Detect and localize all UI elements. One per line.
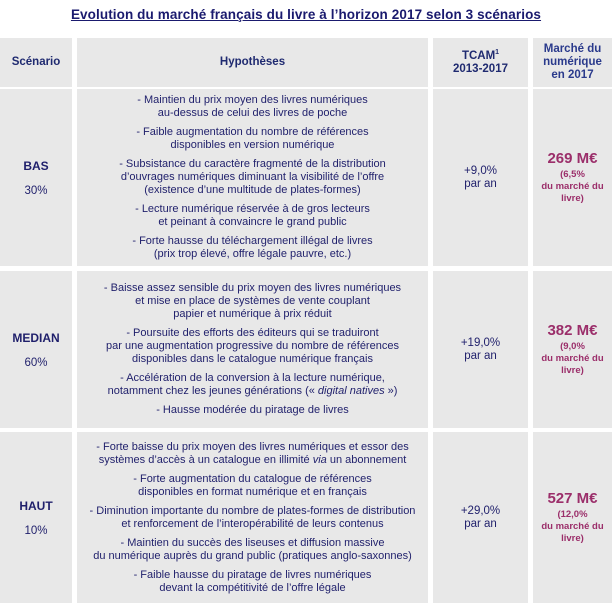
italic-term: digital natives bbox=[317, 385, 385, 397]
italic-term: via bbox=[312, 453, 327, 466]
hypothesis-item: - Subsistance du caractère fragmenté de la distribution d’ouvrages numériques diminuant la visibilité de l’offre (existence d’une multitude de plates-formes) bbox=[119, 158, 386, 196]
market-share-label: du marché du bbox=[541, 353, 604, 364]
hypothesis-item: - Maintien du prix moyen des livres numériques au-dessus de celui des livres de poche bbox=[137, 94, 368, 119]
market-value: 527 M€ bbox=[547, 490, 598, 507]
scenario-cell-bas bbox=[0, 89, 72, 266]
hypothesis-item: - Forte hausse du téléchargement illégal de livres (prix trop élevé, offre légale pauvre, etc.) bbox=[132, 235, 373, 260]
market-value: 269 M€ bbox=[547, 150, 598, 167]
hypothesis-item: - Forte augmentation du catalogue de références disponibles en format numérique et en français bbox=[133, 472, 372, 498]
market-share-label: livre) bbox=[561, 365, 584, 376]
hypothesis-item: - Forte baisse du prix moyen des livres numériques et essor des systèmes d’accès à un catalogue en illimité via un abonnement bbox=[96, 440, 409, 466]
market-share: (12,0% bbox=[557, 509, 588, 520]
header-market-line1: Marché du bbox=[543, 43, 602, 55]
header-tcam-period: 2013-2017 bbox=[453, 62, 508, 75]
scenario-name: MEDIAN bbox=[12, 330, 60, 345]
scenario-probability: 10% bbox=[24, 524, 48, 537]
footnote-marker: 1 bbox=[495, 48, 500, 56]
market-cell-bas bbox=[533, 89, 612, 266]
market-share-label: livre) bbox=[561, 193, 584, 204]
market-cell-haut bbox=[533, 432, 612, 603]
tcam-unit: par an bbox=[464, 517, 497, 530]
tcam-cell-median bbox=[433, 271, 528, 428]
market-share-label: livre) bbox=[561, 533, 584, 544]
scenario-name: BAS bbox=[23, 158, 49, 173]
tcam-unit: par an bbox=[464, 177, 497, 190]
header-scenario-label: Scénario bbox=[11, 56, 61, 68]
scenario-cell-haut bbox=[0, 432, 72, 603]
tcam-cell-haut bbox=[433, 432, 528, 603]
market-share: (6,5% bbox=[560, 169, 585, 180]
header-scenario bbox=[0, 38, 72, 87]
header-market-line2: numérique bbox=[543, 56, 602, 68]
hypothesis-item: - Maintien du succès des liseuses et diffusion massive du numérique auprès du grand public (pratiques anglo-saxonnes) bbox=[93, 536, 412, 562]
scenario-name: HAUT bbox=[19, 498, 53, 513]
header-market bbox=[533, 38, 612, 87]
tcam-value: +29,0% bbox=[460, 504, 501, 517]
hypothesis-item: - Lecture numérique réservée à de gros lecteurs et peinant à convaincre le grand public bbox=[135, 203, 370, 228]
hypothesis-item: - Hausse modérée du piratage de livres bbox=[156, 404, 349, 416]
tcam-value: +9,0% bbox=[464, 164, 497, 177]
market-share-label: du marché du bbox=[541, 181, 604, 192]
hypothesis-item: - Faible augmentation du nombre de références disponibles en version numérique bbox=[136, 126, 369, 151]
market-value: 382 M€ bbox=[547, 322, 598, 339]
page-title: Evolution du marché français du livre à l’horizon 2017 selon 3 scénarios bbox=[70, 7, 542, 22]
hypotheses-cell-bas bbox=[77, 89, 428, 266]
market-cell-median bbox=[533, 271, 612, 428]
hypothesis-item: - Diminution importante du nombre de plates-formes de distribution et renforcement de l’interopérabilité de leurs contenus bbox=[89, 504, 416, 530]
market-share-label: du marché du bbox=[541, 521, 604, 532]
header-tcam-label: TCAM bbox=[461, 49, 496, 62]
hypotheses-cell-haut bbox=[77, 432, 428, 603]
scenario-probability: 30% bbox=[24, 184, 48, 197]
hypotheses-cell-median bbox=[77, 271, 428, 428]
tcam-cell-bas bbox=[433, 89, 528, 266]
header-tcam bbox=[433, 38, 528, 87]
header-market-line3: en 2017 bbox=[551, 69, 594, 81]
scenario-cell-median bbox=[0, 271, 72, 428]
market-share: (9,0% bbox=[560, 341, 585, 352]
header-hypotheses-label: Hypothèses bbox=[219, 56, 286, 68]
hypothesis-item: - Faible hausse du piratage de livres numériques devant la compétitivité de l’offre légale bbox=[133, 568, 372, 594]
hypothesis-item: - Poursuite des efforts des éditeurs qui se traduiront par une augmentation progressive du nombre de références disponibles dans le catalogue numérique français bbox=[106, 327, 399, 365]
tcam-unit: par an bbox=[464, 349, 497, 362]
tcam-value: +19,0% bbox=[460, 336, 501, 349]
hypothesis-item: - Accélération de la conversion à la lecture numérique, notamment chez les jeunes générations (« digital natives ») bbox=[107, 372, 398, 397]
scenario-probability: 60% bbox=[24, 356, 48, 369]
hypothesis-item: - Baisse assez sensible du prix moyen des livres numériques et mise en place de systèmes de vente couplant papier et numérique à prix réduit bbox=[103, 282, 402, 320]
header-hypotheses bbox=[77, 38, 428, 87]
